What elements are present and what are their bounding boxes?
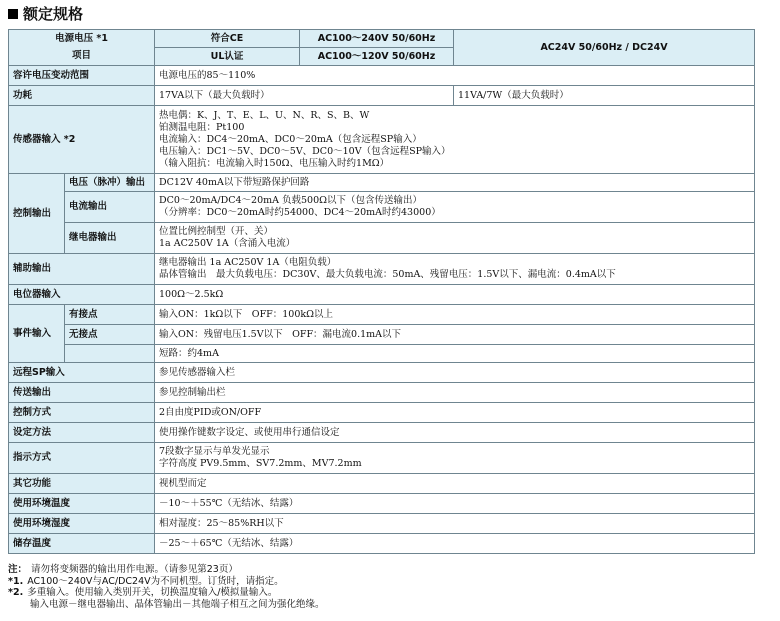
relay-line: 1a AC250V 1A（含涌入电流） [159,238,296,249]
label-setting: 设定方法 [9,423,155,443]
label-aux-output: 辅助输出 [9,254,155,285]
row-pot [9,285,755,305]
header-item: 项目 [9,48,155,66]
row-aux [9,254,755,285]
label-temp: 使用环境温度 [9,494,155,514]
display-line: 7段数字显示与单发光显示 [159,446,270,457]
note-2b: 输入电源－继电器输出、晶体管输出－其他端子相互之间为强化绝缘。 [30,598,325,610]
value-remote-sp: 参见传感器输入栏 [155,363,755,383]
label-voltage-range: 容许电压变动范围 [9,66,155,86]
square-bullet-icon [8,9,18,19]
header-ul: UL认证 [155,48,300,66]
row-other [9,474,755,494]
label-other: 其它功能 [9,474,155,494]
value-voltage-range: 电源电压的85～110% [155,66,755,86]
label-contact: 有接点 [65,305,155,325]
row-remote-sp [9,363,755,383]
value-control-method: 2自由度PID或ON/OFF [155,403,755,423]
row-event-short [9,345,755,363]
header-ac-ce: AC100～240V 50/60Hz [300,30,454,48]
label-remote-sp: 远程SP输入 [9,363,155,383]
value-power-ac: 17VA以下（最大负载时） [155,86,454,106]
header-ce: 符合CE [155,30,300,48]
value-transfer: 参见控制输出栏 [155,383,755,403]
note-2: *2. 多重输入。使用输入类别开关，切换温度输入/模拟量输入。 [8,587,278,598]
label-control-output: 控制输出 [9,174,65,254]
label-relay-output: 继电器输出 [65,223,155,254]
row-humidity [9,514,755,534]
row-transfer [9,383,755,403]
display-line: 字符高度 PV9.5mm、SV7.2mm、MV7.2mm [159,458,362,469]
section-title: 额定规格 [8,3,83,24]
row-display [9,443,755,474]
header-ac-ul: AC100～120V 50/60Hz [300,48,454,66]
row-sensor [9,106,755,174]
label-current-output: 电流输出 [65,192,155,223]
current-line: DC0～20mA/DC4～20mA 负载500Ω以下（包含传送输出） [159,195,423,206]
value-voltage-output: DC12V 40mA以下带短路保护回路 [155,174,755,192]
note-0: 注： 请勿将变频器的输出用作电源。（请参见第23页） [8,564,238,575]
label-display: 指示方式 [9,443,155,474]
spec-table [8,29,755,554]
value-display [155,443,755,474]
note-1: *1. AC100～240V与AC/DC24V为不同机型。订货时，请指定。 [8,575,284,587]
value-pot-input: 100Ω～2.5kΩ [155,285,755,305]
header-row-ce [9,30,755,48]
row-setting [9,423,755,443]
value-power-dc: 11VA/7W（最大负载时） [454,86,755,106]
label-pot-input: 电位器输入 [9,285,155,305]
value-contact: 输入ON：1kΩ以下 OFF：100kΩ以上 [155,305,755,325]
row-event-noncontact [9,325,755,345]
value-relay-output [155,223,755,254]
footnotes [8,564,768,610]
sensor-line: （输入阻抗：电流输入时150Ω、电压输入时约1MΩ） [159,157,390,169]
value-other: 视机型而定 [155,474,755,494]
value-setting: 使用操作键数字设定、或使用串行通信设定 [155,423,755,443]
relay-line: 位置比例控制型（开、关） [159,226,274,237]
row-storage [9,534,755,554]
row-control-voltage [9,174,755,192]
row-power [9,86,755,106]
row-control-current [9,192,755,223]
header-dc: AC24V 50/60Hz / DC24V [454,30,755,66]
aux-line: 继电器输出 1a AC250V 1A（电阻负载） [159,257,337,268]
sensor-line: 电压输入：DC1～5V、DC0～5V、DC0～10V（包含远程SP输入） [159,145,451,157]
label-sensor: 传感器输入 *2 [9,106,155,174]
sensor-line: 热电偶：K、J、T、E、L、U、N、R、S、B、W [159,109,370,121]
label-humidity: 使用环境湿度 [9,514,155,534]
label-noncontact: 无接点 [65,325,155,345]
row-voltage-range [9,66,755,86]
value-temp: －10～＋55℃（无结冰、结露） [155,494,755,514]
row-event-contact [9,305,755,325]
value-short: 短路：约4mA [155,345,755,363]
label-control-method: 控制方式 [9,403,155,423]
value-aux-output [155,254,755,285]
value-storage: －25～＋65℃（无结冰、结露） [155,534,755,554]
value-sensor [155,106,755,174]
label-short-blank [65,345,155,363]
header-power-voltage: 电源电压 *1 [9,30,155,48]
row-temp [9,494,755,514]
row-control-relay [9,223,755,254]
label-power: 功耗 [9,86,155,106]
sensor-line: 电流输入：DC4～20mA、DC0～20mA（包含远程SP输入） [159,133,422,145]
label-voltage-output: 电压（脉冲）输出 [65,174,155,192]
row-control-method [9,403,755,423]
current-line: （分辨率：DC0～20mA时约54000、DC4～20mA时约43000） [159,207,441,218]
label-transfer: 传送输出 [9,383,155,403]
value-humidity: 相对湿度：25～85%RH以下 [155,514,755,534]
value-current-output [155,192,755,223]
label-event-input: 事件输入 [9,305,65,363]
sensor-line: 铂测温电阻：Pt100 [159,121,245,133]
aux-line: 晶体管输出 最大负载电压：DC30V、最大负载电流：50mA、残留电压：1.5V以下、漏电流：0.4mA以下 [159,269,616,280]
label-storage: 储存温度 [9,534,155,554]
value-noncontact: 输入ON：残留电压1.5V以下 OFF：漏电流0.1mA以下 [155,325,755,345]
